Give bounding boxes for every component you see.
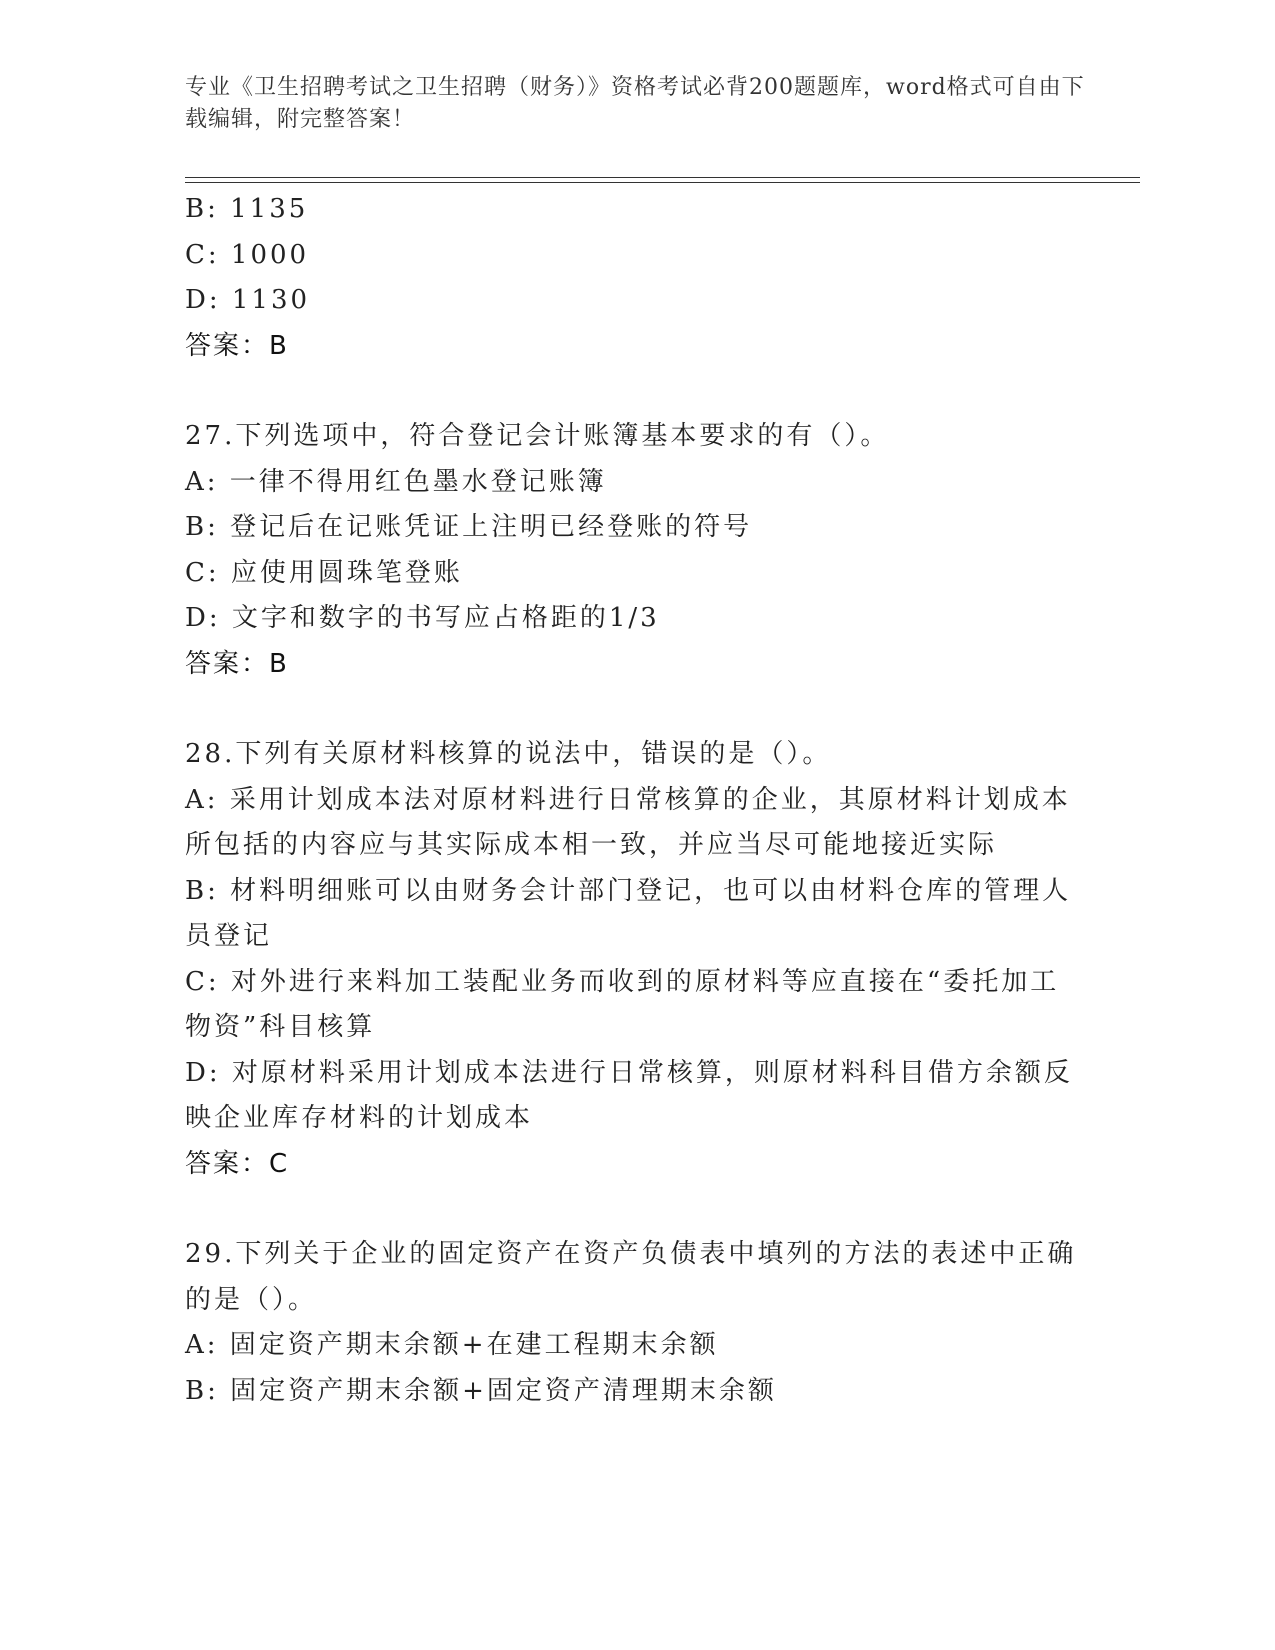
- header-rule-bottom: [185, 182, 1140, 183]
- option-a: A: 一律不得用红色墨水登记账簿: [185, 466, 607, 497]
- option-b: B: 固定资产期末余额+固定资产清理期末余额: [185, 1375, 777, 1406]
- question-26-tail: [185, 187, 1085, 369]
- option-b: B: 材料明细账可以由财务会计部门登记，也可以由材料仓库的管理人员登记: [185, 875, 1072, 951]
- option-d: D: 对原材料采用计划成本法进行日常核算，则原材料科目借方余额反映企业库存材料的计划成本: [185, 1057, 1073, 1133]
- question-stem: 28.下列有关原材料核算的说法中，错误的是（）。: [185, 739, 832, 769]
- question-27: [185, 414, 1085, 687]
- option-c: C: 对外进行来料加工装配业务而收到的原材料等应直接在“委托加工物资”科目核算: [185, 966, 1060, 1042]
- spacer: [185, 369, 1085, 414]
- option-a: A: 采用计划成本法对原材料进行日常核算的企业，其原材料计划成本所包括的内容应与其实际成本相一致，并应当尽可能地接近实际: [185, 784, 1071, 860]
- document-header: 专业《卫生招聘考试之卫生招聘（财务）》资格考试必背200题题库，word格式可自由下载编辑，附完整答案！: [185, 75, 1085, 132]
- option-d: D: 1130: [185, 285, 311, 315]
- answer-line: 答案：C: [185, 1148, 290, 1179]
- option-c: C: 1000: [185, 239, 310, 270]
- header-rule-top: [185, 177, 1140, 178]
- spacer: [185, 687, 1085, 732]
- question-28: [185, 732, 1085, 1187]
- option-b: B: 1135: [185, 194, 309, 224]
- option-c: C: 应使用圆珠笔登账: [185, 557, 463, 588]
- question-stem: 27.下列选项中，符合登记会计账簿基本要求的有（）。: [185, 421, 890, 451]
- option-a: A: 固定资产期末余额+在建工程期末余额: [185, 1330, 719, 1360]
- answer-line: 答案：B: [185, 330, 289, 361]
- question-stem: 29.下列关于企业的固定资产在资产负债表中填列的方法的表述中正确的是（）。: [185, 1239, 1077, 1315]
- spacer: [185, 1187, 1085, 1232]
- option-d: D: 文字和数字的书写应占格距的1/3: [185, 603, 660, 633]
- answer-line: 答案：B: [185, 648, 289, 679]
- question-content: [185, 187, 1085, 1414]
- option-b: B: 登记后在记账凭证上注明已经登账的符号: [185, 512, 753, 542]
- question-29: [185, 1232, 1085, 1414]
